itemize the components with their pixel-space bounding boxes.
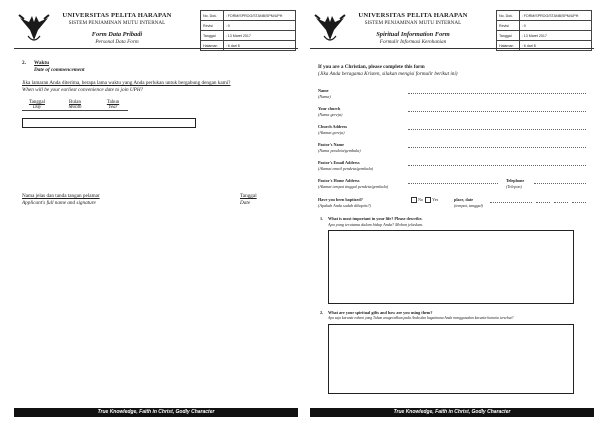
personal-data-page xyxy=(14,8,298,418)
answer-1-textarea[interactable] xyxy=(328,230,574,304)
date-label-indonesian: Tanggal xyxy=(240,193,257,199)
document-meta-table xyxy=(200,10,296,51)
footer-motto: True Knowledge, Faith in Christ, Godly Character xyxy=(310,408,594,417)
meta-label: Tanggal xyxy=(497,31,520,41)
field-label-pastor-address: Pastor's Home Address xyxy=(318,178,360,183)
baptism-place-input[interactable] xyxy=(490,202,532,203)
meta-label: Halaman xyxy=(497,41,520,51)
uph-eagle-logo-icon xyxy=(16,10,52,46)
spiritual-information-page xyxy=(310,8,594,418)
question-2-number: 2. xyxy=(320,310,324,315)
question-indonesian: Jika lamaran Anda diterima, berapa lama waktu yang Anda perlukan untuk bergabung dengan kami? xyxy=(22,80,231,86)
page-header xyxy=(310,8,594,52)
document-meta-table xyxy=(496,10,592,51)
form-subtitle: Personal Data Form xyxy=(95,39,139,45)
question-1-number: 1. xyxy=(320,216,324,221)
commencement-date-input[interactable] xyxy=(22,118,196,128)
church-input[interactable] xyxy=(408,111,586,112)
baptized-no-label: No xyxy=(418,197,424,202)
field-sublabel-pastor-name: (Nama pendeta/gembala) xyxy=(318,148,361,153)
section-subtitle: Date of commencement xyxy=(34,67,85,73)
meta-value: : 6 dari 8 xyxy=(223,41,295,51)
meta-value: : FORM/SPROG/STANB/SPM/UPH xyxy=(519,11,591,21)
footer-motto: True Knowledge, Faith in Christ, Godly Character xyxy=(14,408,298,417)
quality-system-name: SISTEM PENJAMINAN MUTU INTERNAL xyxy=(68,20,166,26)
baptized-options xyxy=(410,197,438,203)
answer-2-textarea[interactable] xyxy=(328,324,574,394)
form-title: Form Data Pribadi xyxy=(91,31,143,38)
telephone-label: Telephone xyxy=(506,178,525,183)
telephone-sublabel: (Telepon) xyxy=(506,184,522,189)
baptized-sublabel: (Apakah Anda sudah dibaptis?) xyxy=(318,203,372,208)
field-sublabel-church-address: (Alamat gereja) xyxy=(318,130,345,135)
intro-english: If you are a Christian, please complete this form xyxy=(318,64,425,70)
place-date-sublabel: (tempat, tanggal) xyxy=(454,203,484,208)
meta-value: : 0 xyxy=(223,21,295,31)
baptism-month-input[interactable] xyxy=(554,202,568,203)
col-day-header: Tanggal Day xyxy=(22,100,52,111)
university-name: UNIVERSITAS PELITA HARAPAN xyxy=(62,12,172,19)
field-sublabel-church: (Nama gereja) xyxy=(318,112,343,117)
col-year-header: Tahun Year xyxy=(98,100,128,111)
commencement-date-table xyxy=(22,100,128,111)
section-title: Waktu xyxy=(34,60,49,66)
question-2-indonesian: Apa saja karunia rohani yang Tuhan anugerahkan pada Anda dan bagaimana Anda menggunakan karunia-karunia tersebut? xyxy=(328,316,514,320)
meta-value: : 13 Maret 2017 xyxy=(519,31,591,41)
form-title: Spiritual Information Form xyxy=(376,31,450,38)
university-name: UNIVERSITAS PELITA HARAPAN xyxy=(358,12,468,19)
header-divider xyxy=(14,48,298,49)
field-label-church-address: Church Address xyxy=(318,124,348,129)
baptized-yes-label: Yes xyxy=(432,197,439,202)
baptized-no-checkbox[interactable] xyxy=(411,197,417,203)
baptized-label: Have you been baptized? xyxy=(318,197,363,202)
meta-label: No. Dok. xyxy=(201,11,224,21)
place-date-label: place, date xyxy=(454,197,474,202)
header-divider xyxy=(310,48,594,49)
field-label-church: Your church xyxy=(318,106,341,111)
question-2-english: What are your spiritual gifts and how are you using them? xyxy=(328,310,433,315)
signature-label-english: Applicant's full name and signature xyxy=(22,200,96,206)
pastor-email-input[interactable] xyxy=(408,165,586,166)
question-1-english: What is most important in your life? Please describe. xyxy=(328,216,423,221)
meta-value: : 0 xyxy=(519,21,591,31)
uph-eagle-logo-icon xyxy=(312,10,348,46)
form-subtitle: Formulir Informasi Kerohanian xyxy=(379,39,447,45)
meta-label: Halaman xyxy=(201,41,224,51)
question-english: When will be your earliest convenience date to join UPH? xyxy=(22,87,144,93)
question-1-indonesian: Apa yang terutama dalam hidup Anda? Mohon jelaskan. xyxy=(328,222,424,227)
meta-label: Revisi xyxy=(497,21,520,31)
field-sublabel-pastor-address: (Alamat tempat tinggal pendeta/gembala) xyxy=(318,184,389,189)
pastor-name-input[interactable] xyxy=(408,147,586,148)
field-label-pastor-name: Pastor's Name xyxy=(318,142,344,147)
meta-value: : FORM/SPROG/STANB/SPM/UPH xyxy=(223,11,295,21)
telephone-input[interactable] xyxy=(534,183,586,184)
signature-label-indonesian: Nama jelas dan tanda tangan pelamar xyxy=(22,193,100,199)
col-month-header: Bulan Month xyxy=(60,100,90,111)
meta-label: No. Dok. xyxy=(497,11,520,21)
baptism-year-input[interactable] xyxy=(572,202,586,203)
quality-system-name: SISTEM PENJAMINAN MUTU INTERNAL xyxy=(364,20,462,26)
field-sublabel-pastor-email: (Alamat email pendeta/gembala) xyxy=(318,166,374,171)
name-input[interactable] xyxy=(408,93,586,94)
meta-value: : 6 dari 8 xyxy=(519,41,591,51)
baptized-yes-checkbox[interactable] xyxy=(425,197,431,203)
field-sublabel-name: (Nama) xyxy=(318,94,331,99)
intro-indonesian: (Jika Anda beragama Kristen, silakan mengisi formulir berikut ini) xyxy=(318,71,458,77)
baptism-day-input[interactable] xyxy=(536,202,550,203)
page-header xyxy=(14,8,298,52)
meta-label: Revisi xyxy=(201,21,224,31)
meta-value: : 13 Maret 2017 xyxy=(223,31,295,41)
section-number: 2. xyxy=(22,60,26,66)
field-label-name: Name xyxy=(318,88,329,93)
field-label-pastor-email: Pastor's Email Address xyxy=(318,160,360,165)
pastor-address-input[interactable] xyxy=(408,183,498,184)
church-address-input[interactable] xyxy=(408,129,586,130)
meta-label: Tanggal xyxy=(201,31,224,41)
date-label-english: Date xyxy=(240,200,251,206)
